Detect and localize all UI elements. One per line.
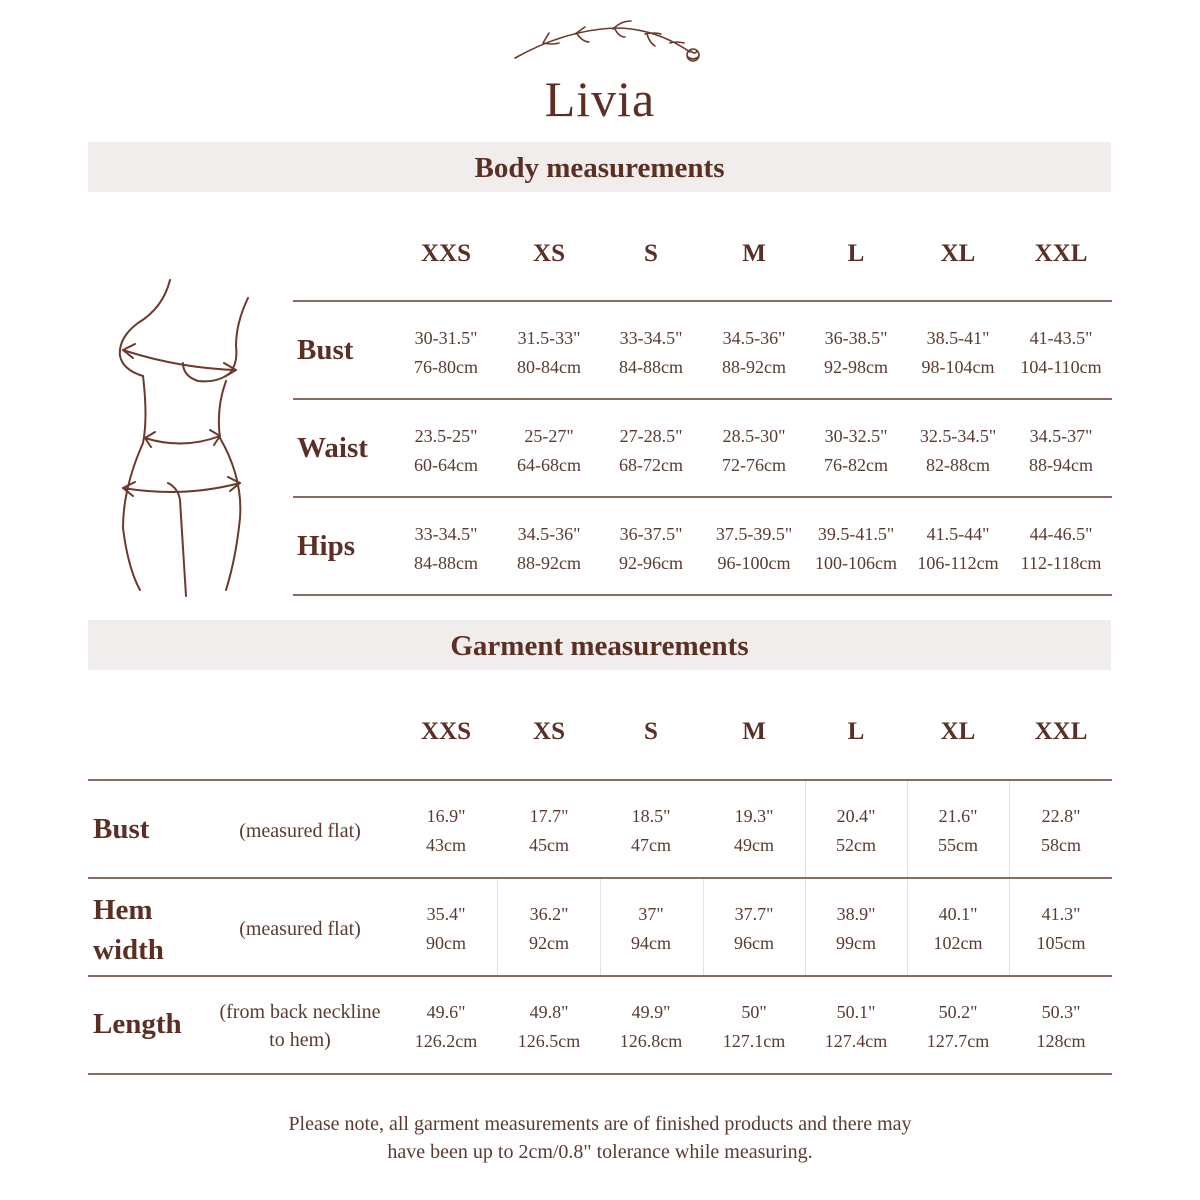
table-cell: 28.5-30" 72-76cm — [722, 426, 786, 475]
size-header-s: S — [644, 240, 658, 267]
table-cell: 30-32.5" 76-82cm — [824, 426, 888, 475]
table-cell: 37.7" 96cm — [734, 904, 774, 953]
table-cell: 21.6" 55cm — [938, 806, 978, 855]
row-label-bust: Bust — [297, 334, 354, 366]
table-cell: 38.9" 99cm — [836, 904, 876, 953]
row-label-waist: Waist — [297, 432, 368, 464]
table-cell: 19.3" 49cm — [734, 806, 774, 855]
table-cell: 35.4" 90cm — [426, 904, 466, 953]
size-header-xxl: XXL — [1034, 240, 1088, 267]
divider — [293, 594, 1112, 596]
size-header-xl: XL — [940, 240, 976, 267]
table-cell: 50" 127.1cm — [722, 1002, 786, 1051]
size-header-l: L — [847, 718, 865, 745]
divider — [88, 779, 1112, 781]
table-cell: 39.5-41.5" 100-106cm — [815, 524, 897, 573]
table-cell: 36-37.5" 92-96cm — [619, 524, 683, 573]
size-header-xl: XL — [940, 718, 976, 745]
footnote: Please note, all garment measurements are of finished products and there may have been up to 2cm/0.8" tolerance while measuring. — [288, 1113, 912, 1163]
size-header-m: M — [742, 240, 766, 267]
table-cell: 23.5-25" 60-64cm — [414, 426, 478, 475]
divider — [88, 1073, 1112, 1075]
size-header-xs: XS — [533, 718, 565, 745]
row-label-bust: Bust — [93, 813, 150, 845]
measure-note: (measured flat) — [239, 820, 361, 842]
divider — [88, 975, 1112, 977]
table-cell: 37.5-39.5" 96-100cm — [715, 524, 793, 573]
brand-name: Livia — [544, 71, 656, 127]
size-header-l: L — [847, 240, 865, 267]
table-cell: 38.5-41" 98-104cm — [921, 328, 995, 377]
table-cell: 25-27" 64-68cm — [517, 426, 581, 475]
size-header-xxs: XXS — [420, 718, 471, 745]
size-header-m: M — [742, 718, 766, 745]
table-cell: 31.5-33" 80-84cm — [517, 328, 581, 377]
row-label-length: Length — [93, 1008, 182, 1040]
table-cell: 22.8" 58cm — [1041, 806, 1081, 855]
divider — [88, 877, 1112, 879]
measure-note: (measured flat) — [239, 918, 361, 940]
table-cell: 33-34.5" 84-88cm — [619, 328, 683, 377]
table-cell: 49.8" 126.5cm — [517, 1002, 581, 1051]
table-cell: 36-38.5" 92-98cm — [824, 328, 888, 377]
divider — [293, 496, 1112, 498]
table-cell: 40.1" 102cm — [933, 904, 983, 953]
table-cell: 17.7" 45cm — [529, 806, 569, 855]
size-header-xxs: XXS — [420, 240, 471, 267]
divider — [293, 398, 1112, 400]
table-cell: 50.3" 128cm — [1036, 1002, 1086, 1051]
table-cell: 34.5-37" 88-94cm — [1029, 426, 1093, 475]
garment-measurements-title: Garment measurements — [88, 620, 1111, 670]
table-cell: 50.1" 127.4cm — [824, 1002, 888, 1051]
table-cell: 37" 94cm — [631, 904, 671, 953]
table-cell: 27-28.5" 68-72cm — [619, 426, 683, 475]
size-header-xs: XS — [533, 240, 565, 267]
table-cell: 41.3" 105cm — [1036, 904, 1086, 953]
table-cell: 49.9" 126.8cm — [619, 1002, 683, 1051]
table-cell: 49.6" 126.2cm — [414, 1002, 478, 1051]
table-cell: 34.5-36" 88-92cm — [722, 328, 786, 377]
measure-note: (from back neckline to hem) — [219, 1001, 381, 1051]
table-cell: 33-34.5" 84-88cm — [414, 524, 478, 573]
table-cell: 41.5-44" 106-112cm — [917, 524, 999, 573]
body-measurements-title: Body measurements — [88, 142, 1111, 192]
table-cell: 44-46.5" 112-118cm — [1020, 524, 1102, 573]
table-cell: 36.2" 92cm — [529, 904, 569, 953]
table-cell: 16.9" 43cm — [426, 806, 466, 855]
body-outline-measure-icon — [108, 278, 258, 598]
size-header-xxl: XXL — [1034, 718, 1088, 745]
divider — [293, 300, 1112, 302]
row-label-hips: Hips — [297, 530, 356, 562]
size-header-s: S — [644, 718, 658, 745]
table-cell: 50.2" 127.7cm — [926, 1002, 990, 1051]
table-cell: 41-43.5" 104-110cm — [1020, 328, 1102, 377]
table-cell: 18.5" 47cm — [631, 806, 671, 855]
table-cell: 20.4" 52cm — [836, 806, 876, 855]
table-cell: 32.5-34.5" 82-88cm — [919, 426, 997, 475]
table-cell: 30-31.5" 76-80cm — [414, 328, 478, 377]
table-cell: 34.5-36" 88-92cm — [517, 524, 581, 573]
row-label-hem-width: Hem width — [93, 894, 164, 966]
